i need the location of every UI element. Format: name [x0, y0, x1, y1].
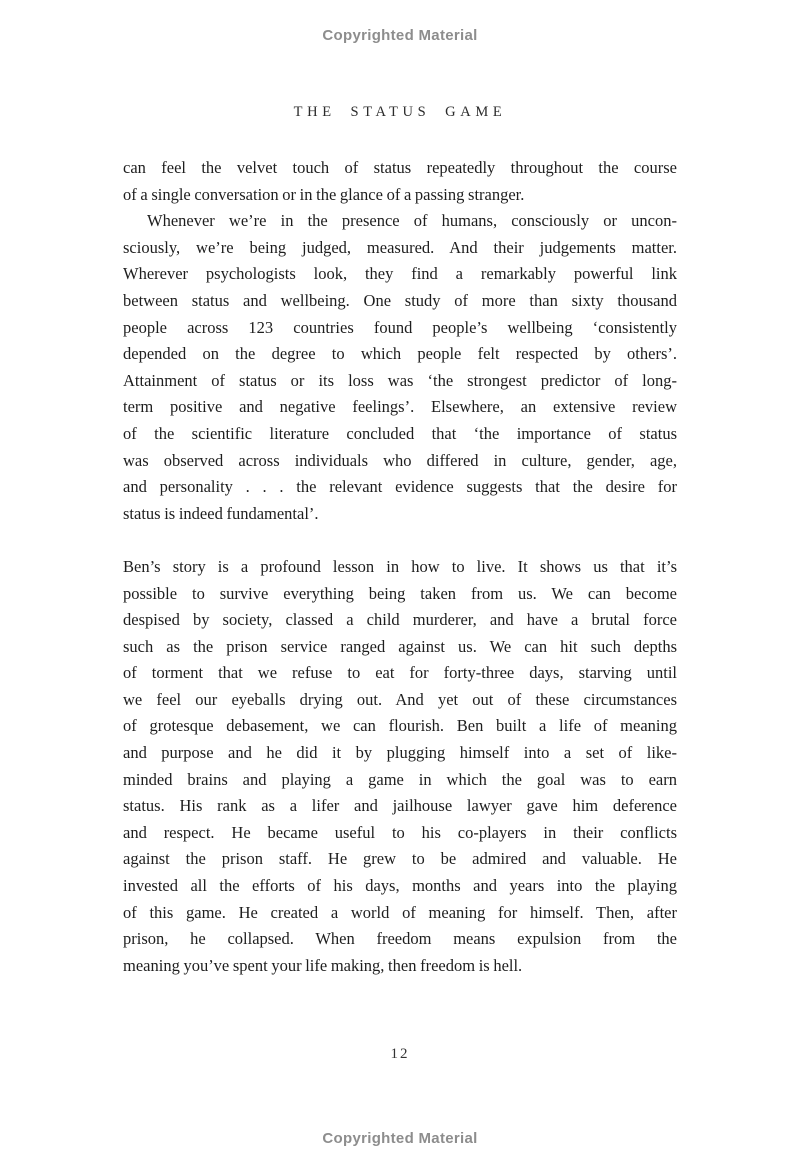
text-line: Wherever psychologists look, they find a remarkably powerful link: [123, 264, 677, 284]
text-line: such as the prison service ranged against us. We can hit such depths: [123, 636, 677, 656]
text-line: and personality . . . the relevant evidence suggests that the desire for: [123, 477, 677, 497]
text-line: between status and wellbeing. One study of more than sixty thousand: [123, 290, 677, 310]
text-line: status is indeed fundamental’.: [123, 503, 319, 523]
text-line: depended on the degree to which people felt respected by others’.: [123, 344, 677, 364]
text-line: of a single conversation or in the glance of a passing stranger.: [123, 184, 525, 204]
text-line: despised by society, classed a child murderer, and have a brutal force: [123, 610, 677, 630]
text-line: prison, he collapsed. When freedom means expulsion from the: [123, 929, 677, 949]
paragraph: [123, 155, 677, 208]
text-line: of grotesque debasement, we can flourish. Ben built a life of meaning: [123, 716, 677, 736]
copyright-watermark-bottom: Copyrighted Material: [322, 1130, 478, 1147]
text-line: possible to survive everything being taken from us. We can become: [123, 583, 677, 603]
text-line: of torment that we refuse to eat for forty-three days, starving until: [123, 663, 677, 683]
text-line: Ben’s story is a profound lesson in how to live. It shows us that it’s: [123, 556, 677, 576]
text-line: people across 123 countries found people’s wellbeing ‘consistently: [123, 317, 677, 337]
text-line: and respect. He became useful to his co-players in their conflicts: [123, 822, 677, 842]
page-number: 12: [390, 1046, 410, 1062]
running-header: THE STATUS GAME: [293, 104, 507, 120]
text-line: sciously, we’re being judged, measured. And their judgements matter.: [123, 237, 677, 257]
text-line: term positive and negative feelings’. Elsewhere, an extensive review: [123, 397, 677, 417]
text-line: minded brains and playing a game in which the goal was to earn: [123, 769, 677, 789]
text-line: status. His rank as a lifer and jailhouse lawyer gave him deference: [123, 796, 677, 816]
text-line: and purpose and he did it by plugging himself into a set of like-: [123, 743, 677, 763]
text-line: Attainment of status or its loss was ‘the strongest predictor of long-: [123, 370, 677, 390]
text-line: invested all the efforts of his days, months and years into the playing: [123, 876, 677, 896]
text-line: we feel our eyeballs drying out. And yet out of these circumstances: [123, 689, 677, 709]
body-text: [123, 155, 677, 979]
text-line: was observed across individuals who differed in culture, gender, age,: [123, 450, 677, 470]
paragraph: [123, 554, 677, 980]
text-line: of the scientific literature concluded that ‘the importance of status: [123, 423, 677, 443]
text-line: against the prison staff. He grew to be admired and valuable. He: [123, 849, 677, 869]
copyright-watermark-top: Copyrighted Material: [322, 27, 478, 44]
text-line: Whenever we’re in the presence of humans, consciously or uncon-: [147, 211, 677, 231]
text-line: can feel the velvet touch of status repeatedly throughout the course: [123, 158, 677, 177]
paragraph: [123, 208, 677, 527]
text-line: meaning you’ve spent your life making, then freedom is hell.: [123, 955, 523, 975]
text-line: of this game. He created a world of meaning for himself. Then, after: [123, 902, 677, 922]
